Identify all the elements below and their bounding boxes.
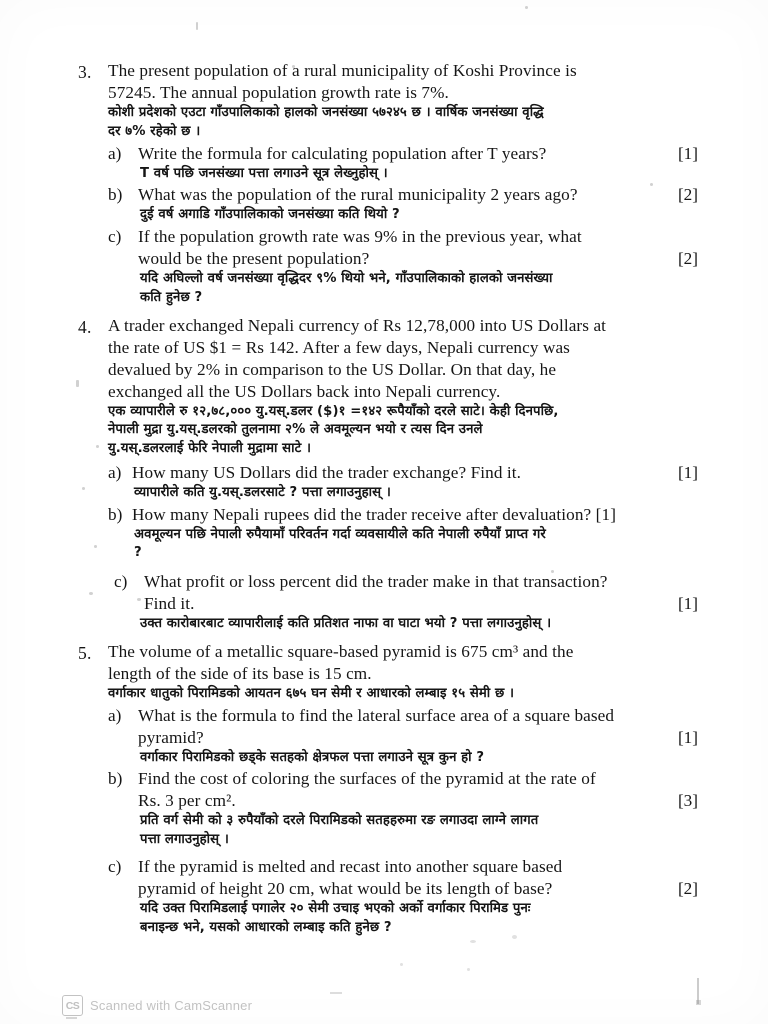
question-stem-np-line: कोशी प्रदेशको एउटा गाँउपालिकाको हालको जनसंख्या ५७२४५ छ । वार्षिक जनसंख्या वृद्धि bbox=[108, 105, 544, 121]
sub-question-3a bbox=[108, 143, 698, 184]
sub-question-label: b) bbox=[108, 769, 123, 789]
sub-question-en-line: Rs. 3 per cm². bbox=[138, 791, 236, 811]
question-stem-en-line: The present population of a rural municipality of Koshi Province is bbox=[108, 61, 577, 80]
sub-question-en-line: Find the cost of coloring the surfaces of the pyramid at the rate of bbox=[138, 769, 596, 789]
sub-question-np-line: यदि अघिल्लो वर्ष जनसंख्या वृद्धिदर ९% थियो भने, गाँउपालिकाको हालको जनसंख्या bbox=[140, 271, 553, 287]
scan-streak bbox=[696, 1000, 701, 1005]
sub-question-body bbox=[138, 184, 698, 225]
marks-badge: [1] bbox=[677, 727, 698, 747]
scan-speck bbox=[196, 22, 198, 30]
sub-question-label: b) bbox=[108, 504, 123, 524]
marks-badge: [2] bbox=[677, 249, 698, 269]
sub-question-label: a) bbox=[108, 705, 122, 725]
question-number: 3. bbox=[78, 62, 92, 82]
sub-question-en-line: If the pyramid is melted and recast into another square based bbox=[138, 856, 563, 876]
sub-question-en-line: How many US Dollars did the trader exchange? Find it. bbox=[132, 462, 522, 482]
question-stem-np-line: यु.यस्.डलरलाई फेरि नेपाली मुद्रामा साटे । bbox=[108, 441, 312, 457]
sub-question-en-line: How many Nepali rupees did the trader receive after devaluation? [1] bbox=[132, 504, 617, 524]
question-5 bbox=[78, 641, 698, 939]
sub-question-np-line: यदि उक्त पिरामिडलाई पगालेर २० सेमी उचाइ भएको अर्को वर्गाकार पिरामिड पुनः bbox=[140, 900, 531, 916]
question-body bbox=[108, 641, 698, 939]
question-number: 5. bbox=[78, 642, 92, 663]
sub-question-en-line: Write the formula for calculating population after T years? bbox=[138, 143, 547, 163]
sub-question-label: a) bbox=[108, 462, 122, 482]
sub-question-label: a) bbox=[108, 143, 122, 163]
sub-question-4a bbox=[108, 462, 698, 503]
question-list bbox=[78, 60, 698, 940]
scan-speck bbox=[467, 968, 470, 971]
scan-speck bbox=[470, 940, 476, 943]
sub-question-4b bbox=[108, 504, 698, 563]
scan-streak bbox=[330, 992, 342, 994]
sub-question-np-line: ? bbox=[134, 545, 142, 561]
question-stem-np-line: एक व्यापारीले रु १२,७८,००० यु.यस्.डलर ($)१ =१४२ रूपैयाँको दरले साटे। केही दिनपछि, bbox=[108, 403, 559, 419]
camscanner-watermark bbox=[62, 995, 252, 1016]
question-4 bbox=[78, 315, 698, 635]
sub-question-5a bbox=[108, 705, 698, 768]
sub-question-5c bbox=[108, 856, 698, 938]
sub-question-np-line: दुई वर्ष अगाडि गाँउपालिकाको जनसंख्या कति थियो ? bbox=[140, 207, 400, 223]
sub-question-body bbox=[140, 571, 698, 634]
sub-question-3c bbox=[108, 226, 698, 308]
sub-question-en-line: Find it. bbox=[144, 594, 195, 614]
sub-question-body bbox=[138, 226, 698, 308]
sub-question-np-line: T वर्ष पछि जनसंख्या पत्ता लगाउने सूत्र लेख्नुहोस् । bbox=[140, 165, 388, 181]
question-stem-np-line: नेपाली मुद्रा यु.यस्.डलरको तुलनामा २% ले अवमूल्यन भयो र त्यस दिन उनले bbox=[108, 422, 483, 438]
question-body bbox=[108, 315, 698, 635]
sub-question-np-line: कति हुनेछ ? bbox=[140, 289, 203, 305]
question-stem-np-line: वर्गाकार धातुको पिरामिडको आयतन ६७५ घन सेमी र आधारको लम्बाइ १५ सेमी छ । bbox=[108, 685, 515, 701]
sub-question-label: c) bbox=[108, 227, 122, 246]
sub-question-en-line: pyramid of height 20 cm, what would be its length of base? bbox=[138, 878, 553, 898]
question-stem-en-line: the rate of US $1 = Rs 142. After a few days, Nepali currency was bbox=[108, 337, 570, 357]
sub-question-np-line: व्यापारीले कति यु.यस्.डलरसाटे ? पत्ता लगाउनुहास् । bbox=[134, 484, 391, 500]
sub-question-np-line: उक्त कारोबारबाट व्यापारीलाई कति प्रतिशत नाफा वा घाटा भयो ? पत्ता लगाउनुहोस् । bbox=[140, 616, 552, 632]
camscanner-logo-icon: CS bbox=[62, 995, 83, 1016]
sub-question-list bbox=[108, 143, 698, 308]
marks-badge: [1] bbox=[677, 594, 698, 614]
question-stem-en-line: 57245. The annual population growth rate is 7%. bbox=[108, 83, 449, 103]
question-number: 4. bbox=[78, 316, 92, 337]
sub-question-np-line: पत्ता लगाउनुहोस् । bbox=[140, 832, 229, 848]
sub-question-3b bbox=[108, 184, 698, 225]
question-body bbox=[108, 60, 698, 309]
sub-question-4c bbox=[108, 571, 698, 634]
sub-question-np-line: अवमूल्यन पछि नेपाली रुपैयामाँ परिवर्तन गर्दा व्यवसायीले कति नेपाली रुपैयाँ प्राप्त गरे bbox=[134, 526, 546, 542]
sub-question-np-line: बनाइन्छ भने, यसको आधारको लम्बाइ कति हुनेछ ? bbox=[140, 919, 392, 935]
marks-badge: [3] bbox=[677, 791, 698, 811]
sub-question-label: c) bbox=[114, 572, 128, 591]
question-stem-en-line: The volume of a metallic square-based pyramid is 675 cm³ and the bbox=[108, 641, 574, 661]
sub-question-label: c) bbox=[108, 856, 122, 876]
sub-question-body bbox=[138, 705, 698, 768]
sub-question-list bbox=[108, 462, 698, 634]
marks-badge: [2] bbox=[677, 185, 698, 205]
marks-badge: [2] bbox=[677, 878, 698, 898]
camscanner-watermark-text: Scanned with CamScanner bbox=[90, 998, 253, 1013]
question-3 bbox=[78, 60, 698, 309]
question-stem-np-line: दर ७% रहेको छ । bbox=[108, 123, 201, 139]
sub-question-en-line: If the population growth rate was 9% in the previous year, what bbox=[138, 227, 582, 246]
sub-question-np-line: वर्गाकार पिरामिडको छड्के सतहको क्षेत्रफल पत्ता लगाउने सूत्र कुन हो ? bbox=[140, 749, 485, 765]
sub-question-en-line: What profit or loss percent did the trader make in that transaction? bbox=[144, 572, 608, 591]
sub-question-en-line: What is the formula to find the lateral surface area of a square based bbox=[138, 705, 615, 725]
sub-question-label: b) bbox=[108, 185, 123, 205]
sub-question-body bbox=[138, 143, 698, 184]
sub-question-body bbox=[138, 856, 698, 938]
sub-question-5b bbox=[108, 768, 698, 850]
sub-question-np-line: प्रति वर्ग सेमी को ३ रुपैयाँको दरले पिरामिडको सतहहरुमा रङ लगाउदा लाग्ने लागत bbox=[140, 813, 539, 829]
sub-question-body bbox=[132, 504, 698, 563]
marks-badge: [1] bbox=[677, 143, 698, 163]
sub-question-body bbox=[138, 768, 698, 850]
question-stem-en-line: exchanged all the US Dollars back into Nepali currency. bbox=[108, 381, 501, 401]
scan-streak bbox=[697, 978, 699, 1004]
question-stem-en-line: devalued by 2% in comparison to the US Dollar. On that day, he bbox=[108, 359, 557, 379]
scan-speck bbox=[525, 6, 528, 9]
sub-question-body bbox=[132, 462, 698, 503]
question-stem-en-line: A trader exchanged Nepali currency of Rs 12,78,000 into US Dollars at bbox=[108, 315, 607, 335]
marks-badge: [1] bbox=[677, 462, 698, 482]
sub-question-en-line: pyramid? bbox=[138, 727, 204, 747]
sub-question-list bbox=[108, 705, 698, 938]
question-stem-en-line: length of the side of its base is 15 cm. bbox=[108, 663, 372, 683]
sub-question-en-line: would be the present population? bbox=[138, 249, 370, 269]
sub-question-en-line: What was the population of the rural municipality 2 years ago? bbox=[138, 185, 578, 205]
scan-speck bbox=[400, 963, 403, 966]
